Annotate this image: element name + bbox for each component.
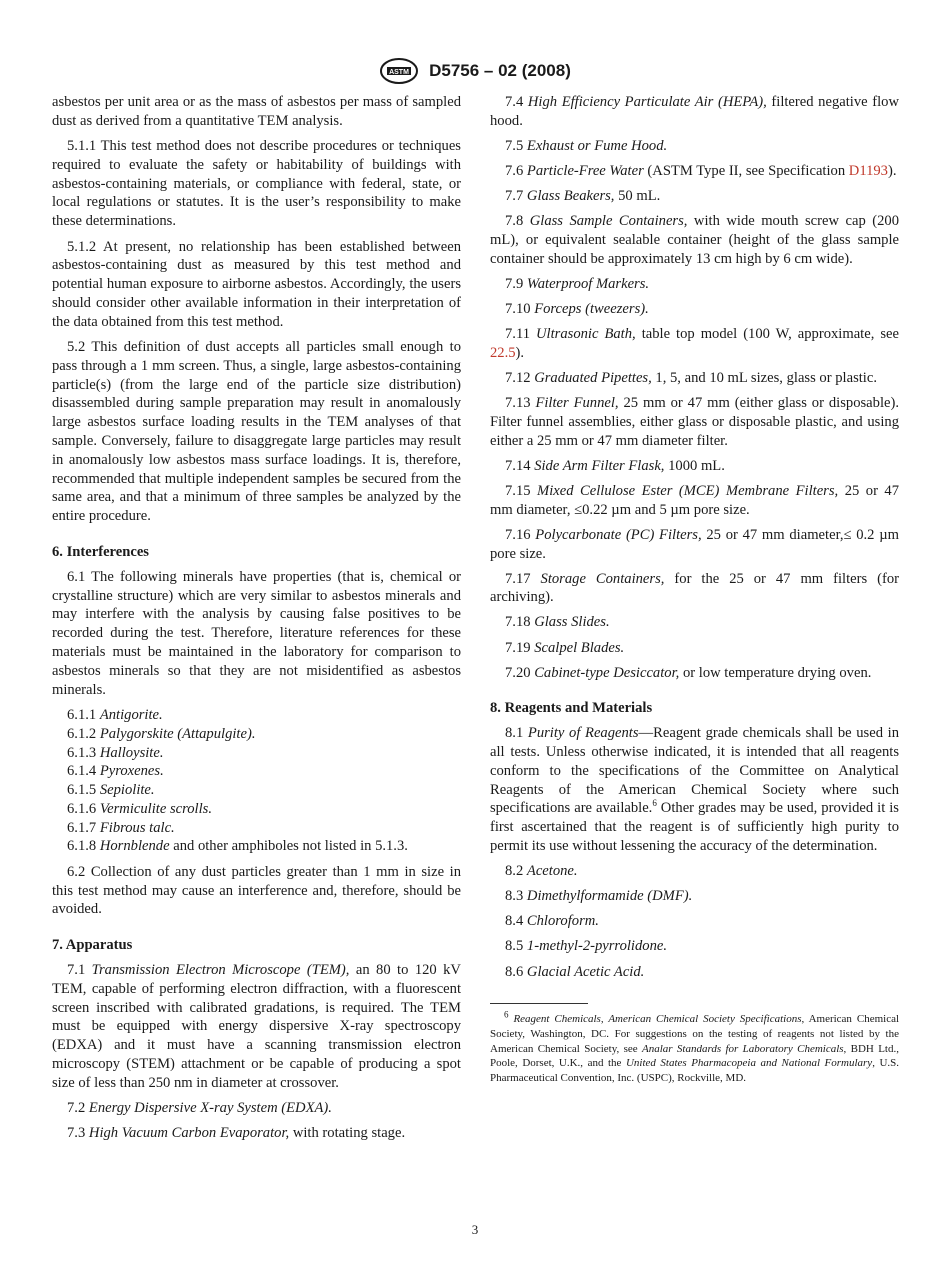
section-heading-8: 8. Reagents and Materials	[490, 700, 653, 717]
list-item-mineral: 6.1.8 Hornblende and other amphiboles not listed in 5.1.3.	[67, 838, 408, 855]
apparatus-item: 7.14 Side Arm Filter Flask, 1000 mL.	[505, 457, 725, 474]
apparatus-item: 7.4 High Efficiency Particulate Air (HEPA), filtered negative flow hood.	[490, 94, 899, 129]
apparatus-item: 7.19 Scalpel Blades.	[505, 639, 625, 656]
apparatus-item: 7.16 Polycarbonate (PC) Filters, 25 or 47 mm diameter,≤ 0.2 µm pore size.	[490, 526, 899, 562]
reagent-item: 8.6 Glacial Acetic Acid.	[505, 963, 645, 980]
paragraph-7-1: 7.1 Transmission Electron Microscope (TEM), an 80 to 120 kV TEM, capable of performing electron diffraction, with a fluorescent screen inscribed with calibrated gradations, is required. The TEM must be equipped with energy dispersive X-ray spectroscopy (EDXA) and it must have a scanning transmission electron microscopy (STEM) attachment or be capable of producing a spot size of less than 250 nm in diameter at crossover.	[52, 961, 461, 1091]
apparatus-item: 7.9 Waterproof Markers.	[505, 275, 650, 292]
reagent-item: 8.5 1-methyl-2-pyrrolidone.	[505, 938, 667, 955]
svg-text:ASTM: ASTM	[389, 69, 410, 76]
page-header	[0, 56, 950, 86]
section-heading-7: 7. Apparatus	[52, 937, 133, 954]
paragraph-5-1-continued: asbestos per unit area or as the mass of asbestos per mass of sampled dust as derived from a quantitative TEM analysis.	[52, 94, 461, 129]
paragraph-7-3: 7.3 High Vacuum Carbon Evaporator, with rotating stage.	[67, 1125, 406, 1142]
page-number: 3	[471, 1222, 479, 1237]
list-item-mineral: 6.1.3 Halloysite.	[67, 744, 164, 761]
left-column	[52, 93, 461, 1150]
list-item-mineral: 6.1.5 Sepiolite.	[67, 782, 155, 799]
paragraph-8-1: 8.1 Purity of Reagents—Reagent grade chemicals shall be used in all tests. Unless otherwise indicated, it is intended that all reagents conform to the specifications of the Committee on Analytical Reagents of the American Chemical Society where such specifications are available.$^6$ Other grades may be used, provided it is first ascertained that the reagent is of sufficiently high purity to permit its use without lessening the accuracy of the determination.	[490, 725, 900, 855]
paragraph-5-1-1: 5.1.1 This test method does not describe procedures or techniques required to evaluate the safety or habitability of buildings with asbestos-containing materials, or compliance with federal, state, or local regulations or statutes. It is the user’s responsibility to make these determinations.	[52, 138, 461, 230]
apparatus-item: 7.6 Particle-Free Water (ASTM Type II, see Specification D1193).	[505, 162, 897, 179]
apparatus-item: 7.13 Filter Funnel, 25 mm or 47 mm (either glass or disposable). Filter funnel assemblies, either glass or disposable plastic, and using either a 25 mm or 47 mm diameter filter.	[490, 395, 899, 449]
paragraph-7-2: 7.2 Energy Dispersive X-ray System (EDXA).	[67, 1100, 332, 1117]
apparatus-item: 7.12 Graduated Pipettes, 1, 5, and 10 mL sizes, glass or plastic.	[505, 369, 877, 386]
apparatus-item: 7.5 Exhaust or Fume Hood.	[505, 137, 668, 154]
apparatus-item: 7.7 Glass Beakers, 50 mL.	[505, 188, 661, 205]
list-item-mineral: 6.1.6 Vermiculite scrolls.	[67, 800, 212, 817]
reference-link-22-5[interactable]: 22.5	[490, 344, 516, 361]
right-column	[490, 93, 899, 1085]
document-designation: D5756 – 02 (2008)	[429, 61, 571, 80]
apparatus-item: 7.15 Mixed Cellulose Ester (MCE) Membrane Filters, 25 or 47 mm diameter, ≤0.22 µm and 5 µm pore size.	[490, 482, 900, 518]
footnote-divider	[490, 1003, 588, 1004]
reagent-item: 8.3 Dimethylformamide (DMF).	[505, 888, 693, 905]
list-item-mineral: 6.1.7 Fibrous talc.	[67, 819, 175, 836]
list-item-mineral: 6.1.4 Pyroxenes.	[67, 763, 164, 780]
paragraph-5-1-2: 5.1.2 At present, no relationship has been established between asbestos-containing dust as measured by this test method and potential human exposure to airborne asbestos. Accordingly, the users should consider other available information in their interpretation of the data obtained from this test method.	[52, 238, 461, 330]
apparatus-item: 7.10 Forceps (tweezers).	[505, 300, 649, 317]
paragraph-6-2: 6.2 Collection of any dust particles greater than 1 mm in size in this test method may cause an interference and, therefore, should be avoided.	[52, 863, 461, 918]
list-item-mineral: 6.1.1 Antigorite.	[67, 706, 163, 723]
section-heading-6: 6. Interferences	[52, 544, 149, 561]
paragraph-6-1: 6.1 The following minerals have properties (that is, chemical or crystalline structure) which are very similar to asbestos minerals and may interfere with the analysis by causing false positives to be recorded during the test. Therefore, literature references for these materials must be maintained in the laboratory for comparison to asbestos minerals so that they are not misidentified as asbestos minerals.	[52, 568, 461, 698]
list-item-mineral: 6.1.2 Palygorskite (Attapulgite).	[67, 725, 256, 742]
apparatus-item: 7.18 Glass Slides.	[505, 614, 610, 631]
reagent-item: 8.4 Chloroform.	[505, 913, 599, 930]
reagent-item: 8.2 Acetone.	[505, 863, 578, 880]
apparatus-item: 7.11 Ultrasonic Bath, table top model (100 W, approximate, see 22.5).	[490, 326, 900, 361]
reference-link-d1193[interactable]: D1193	[848, 162, 888, 179]
footnote-6: $^6$ Reagent Chemicals, American Chemical Society Specifications, American Chemical Society, Washington, DC. For suggestions on the testing of reagents not listed by the American Chemical Society, see Analar Standards for Laboratory Chemicals, BDH Ltd., Poole, Dorset, U.K., and the United States Pharmacopeia and National Formulary, U.S. Pharmaceutical Convention, Inc. (USPC), Rockville, MD.	[490, 1009, 900, 1084]
paragraph-5-2: 5.2 This definition of dust accepts all particles small enough to pass through a 1 mm screen. Thus, a single, large asbestos-containing particle(s) (from the large end of the particle size distribution) disassembled during sample preparation may result in anomalously large asbestos surface loading results in the TEM analyses of that sample. Conversely, failure to disaggregate large particles may result in anomalously low asbestos mass surface loadings. It is, therefore, recommended that multiple independent samples be secured from the same area, and that a minimum of three samples be analyzed by the entire procedure.	[52, 339, 461, 525]
apparatus-item: 7.20 Cabinet-type Desiccator, or low temperature drying oven.	[505, 664, 872, 681]
astm-logo	[379, 56, 419, 86]
footnote-ref: 6	[652, 798, 657, 809]
apparatus-item: 7.8 Glass Sample Containers, with wide mouth screw cap (200 mL), or equivalent sealable container (height of the glass sample container should be approximately 13 cm high by 6 cm wide).	[490, 213, 899, 267]
apparatus-item: 7.17 Storage Containers, for the 25 or 47 mm filters (for archiving).	[490, 570, 900, 606]
